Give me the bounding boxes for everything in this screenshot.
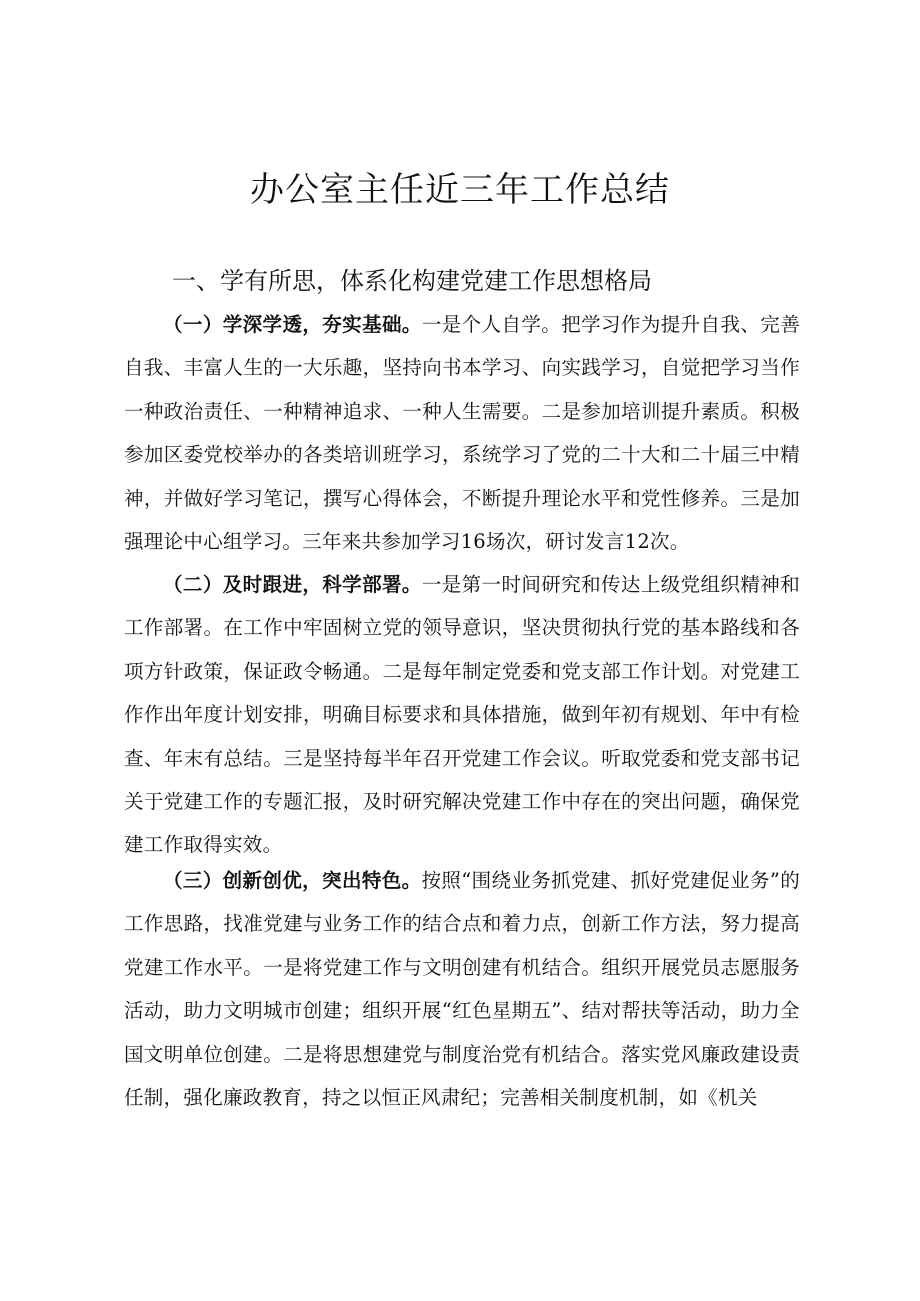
paragraph-2 xyxy=(124,563,800,867)
paragraph-3-text: 按照“围绕业务抓党建、抓好党建促业务”的工作思路，找准党建与业务工作的结合点和着力点，创新工作方法，努力提高党建工作水平。一是将党建工作与文明创建有机结合。组织开展党员志愿服务活动，助力文明城市创建；组织开展“红色星期五”、结对帮扶等活动，助力全国文明单位创建。二是将思想建党与制度治党有机结合。落实党风廉政建设责任制，强化廉政教育，持之以恒正风肃纪；完善相关制度机制，如《机关 xyxy=(124,869,800,1110)
paragraph-1 xyxy=(124,303,800,563)
paragraph-3-lead: （三）创新创优，突出特色。 xyxy=(163,869,422,892)
section-heading: 一、学有所思，体系化构建党建工作思想格局 xyxy=(172,267,652,295)
paragraph-3 xyxy=(124,859,800,1119)
paragraph-2-text: 一是第一时间研究和传达上级党组织精神和工作部署。在工作中牢固树立党的领导意识，坚决贯彻执行党的基本路线和各项方针政策，保证政令畅通。二是每年制定党委和党支部工作计划。对党建工作作出年度计划安排，明确目标要求和具体措施，做到年初有规划、年中有检查、年末有总结。三是坚持每半年召开党建工作会议。听取党委和党支部书记关于党建工作的专题汇报，及时研究解决党建工作中存在的突出问题，确保党建工作取得实效。 xyxy=(124,573,800,857)
paragraph-1-lead: （一）学深学透，夯实基础。 xyxy=(163,313,422,336)
document-title: 办公室主任近三年工作总结 xyxy=(250,170,670,210)
paragraph-1-text: 一是个人自学。把学习作为提升自我、完善自我、丰富人生的一大乐趣，坚持向书本学习、向实践学习，自觉把学习当作一种政治责任、一种精神追求、一种人生需要。二是参加培训提升素质。积极参加区委党校举办的各类培训班学习，系统学习了党的二十大和二十届三中精神，并做好学习笔记，撰写心得体会，不断提升理论水平和党性修养。三是加强理论中心组学习。三年来共参加学习16场次，研讨发言12次。 xyxy=(124,313,800,554)
paragraph-2-lead: （二）及时跟进，科学部署。 xyxy=(163,573,422,596)
